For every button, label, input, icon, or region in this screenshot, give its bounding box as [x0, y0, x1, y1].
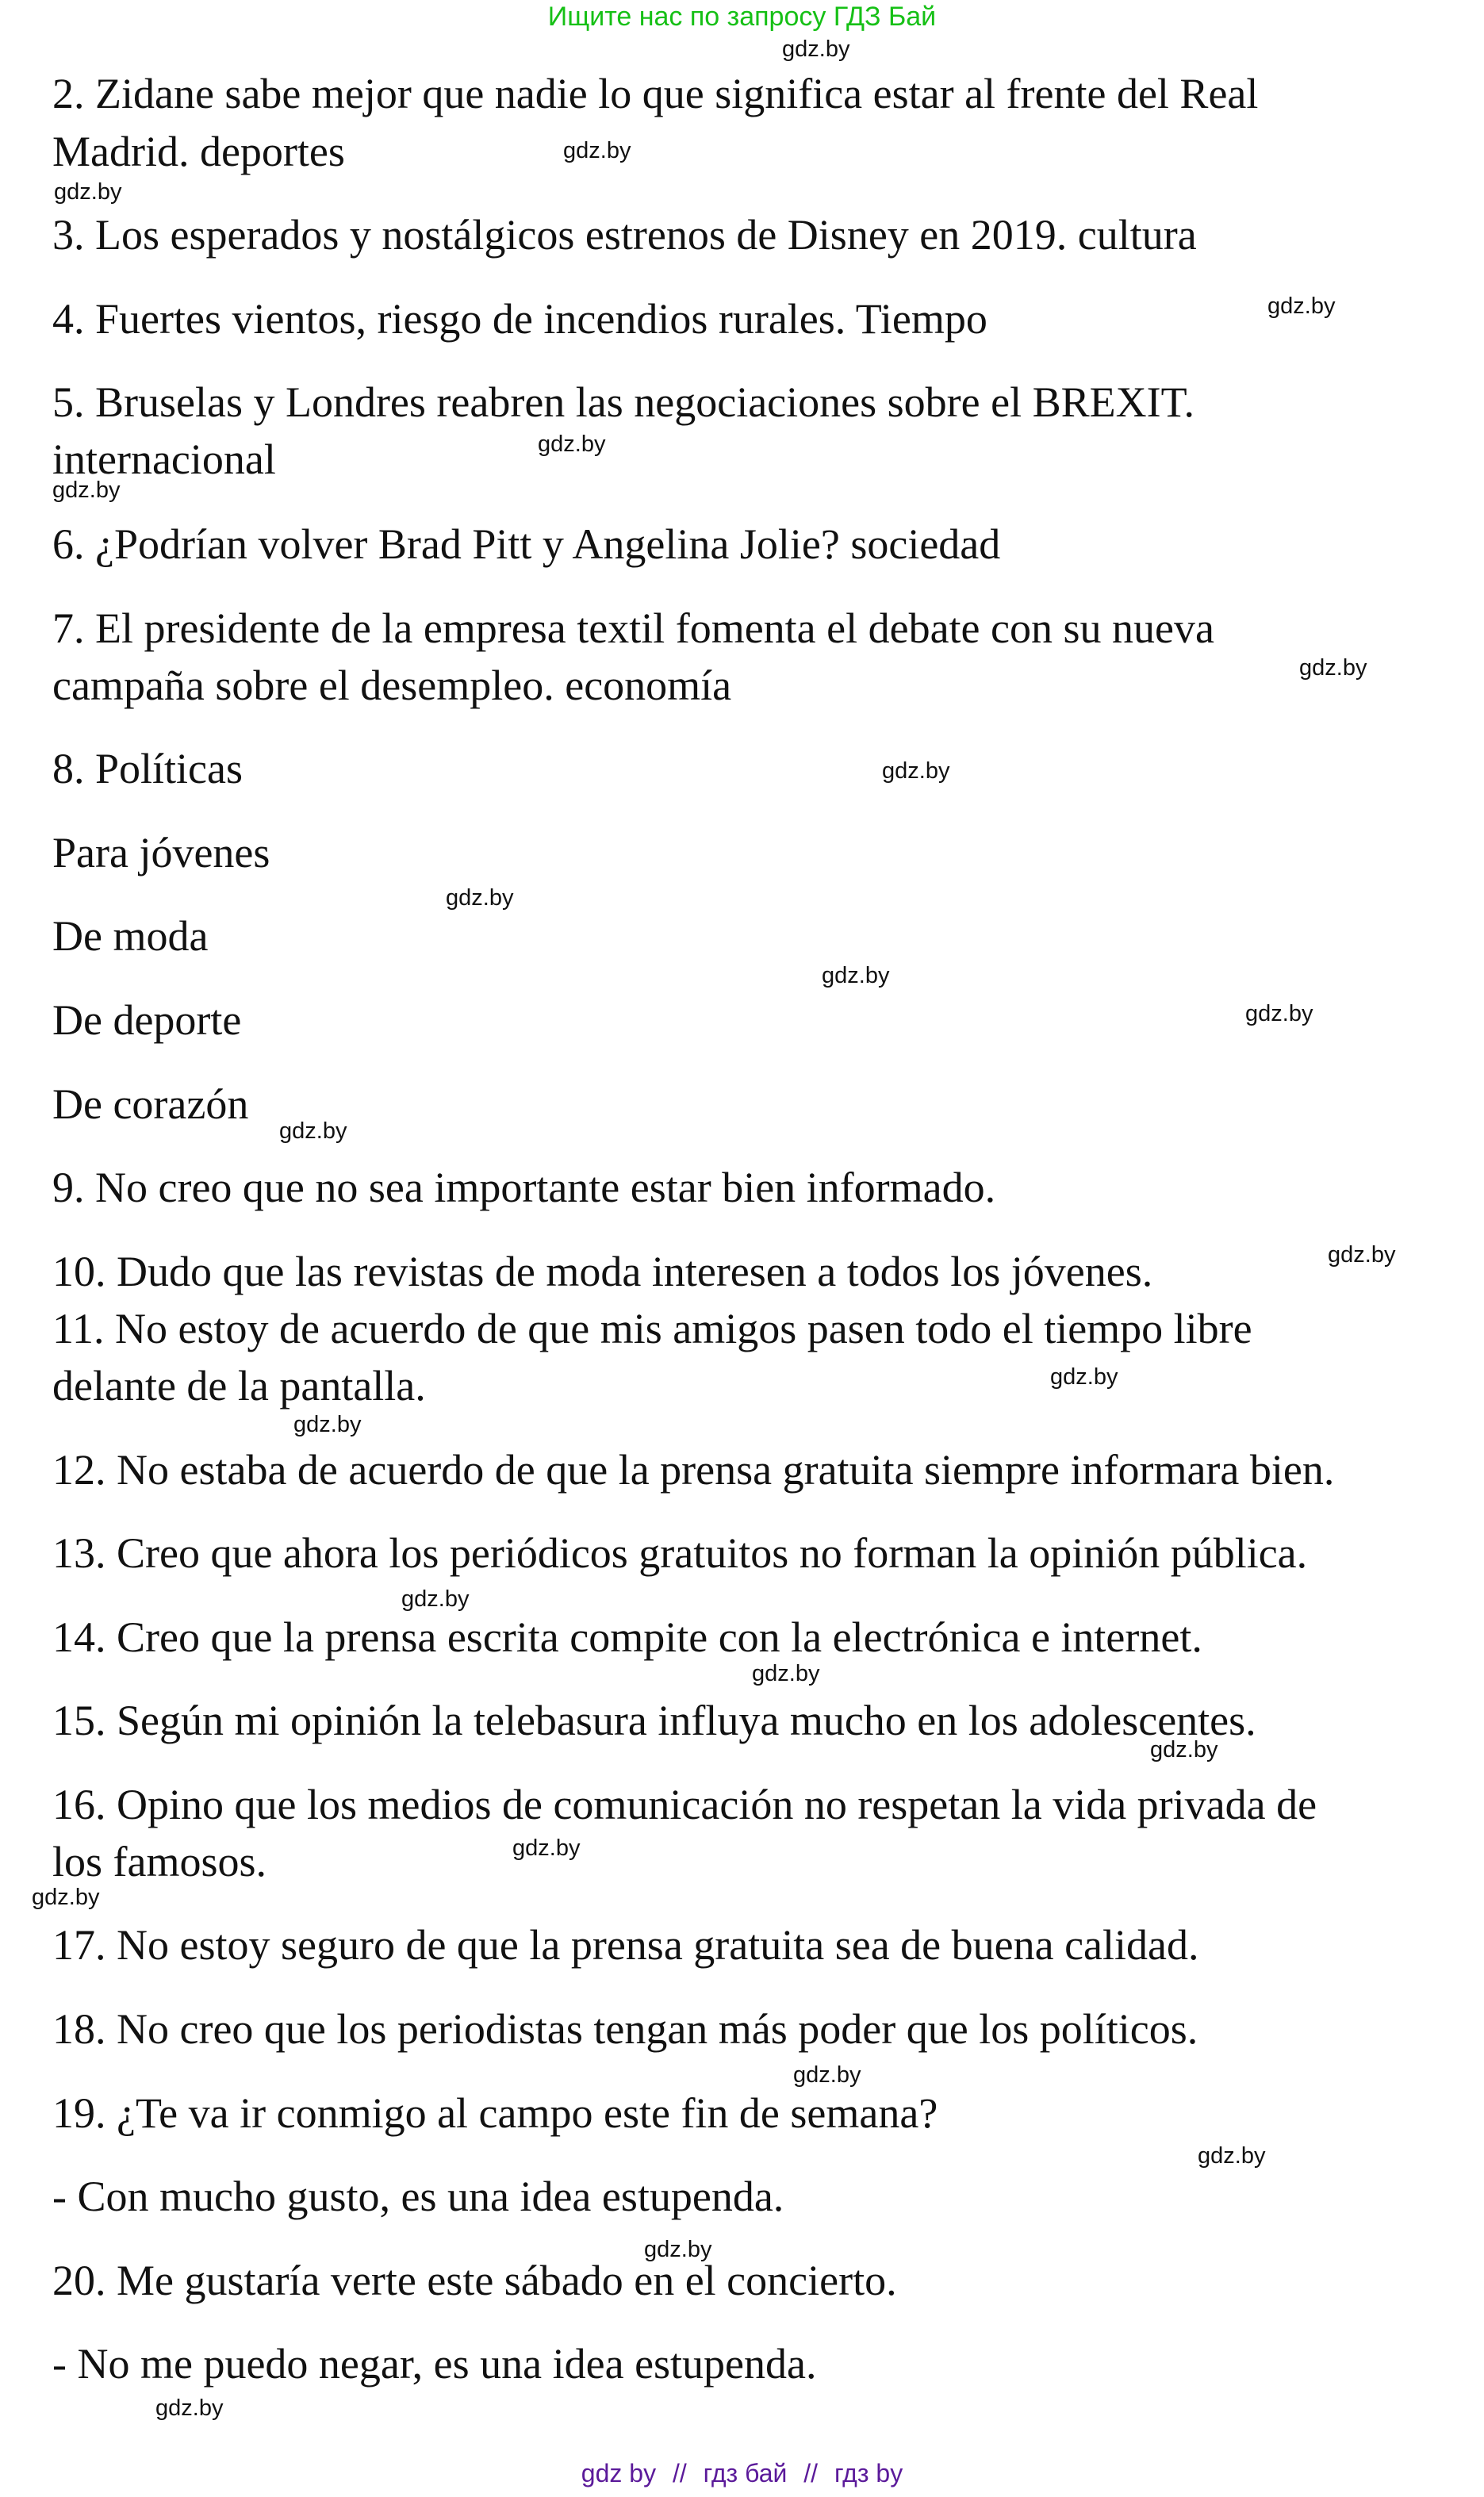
watermark: gdz.by [1245, 1001, 1313, 1026]
text-line-2: Madrid. deportes [52, 128, 345, 175]
watermark: gdz.by [752, 1661, 820, 1686]
text-line-3: 3. Los esperados y nostálgicos estrenos de Disney en 2019. cultura [52, 211, 1197, 259]
watermark: gdz.by [52, 478, 121, 503]
watermark: gdz.by [1050, 1364, 1118, 1390]
text-line-24: los famosos. [52, 1838, 267, 1885]
text-line-30: - No me puedo negar, es una idea estupenda. [52, 2340, 817, 2388]
watermark: gdz.by [1267, 293, 1336, 319]
watermark: gdz.by [644, 2237, 712, 2262]
footer-link-gdz-by[interactable]: gdz by [581, 2459, 657, 2487]
text-line-20: 13. Creo que ahora los periódicos gratuitos no forman la opinión pública. [52, 1529, 1308, 1577]
watermark: gdz.by [279, 1118, 347, 1144]
text-line-8: 7. El presidente de la empresa textil fomenta el debate con su nueva [52, 604, 1214, 652]
text-line-10: 8. Políticas [52, 745, 243, 792]
text-line-13: De deporte [52, 996, 242, 1044]
footer-link-gdz-bai[interactable]: гдз бай [703, 2459, 788, 2487]
watermark: gdz.by [401, 1586, 470, 1612]
watermark: gdz.by [155, 2395, 224, 2421]
footer-link-gdz-by-cyr[interactable]: гдз by [834, 2459, 903, 2487]
text-line-7: 6. ¿Podrían volver Brad Pitt y Angelina Jolie? sociedad [52, 520, 1001, 568]
text-line-23: 16. Opino que los medios de comunicación no respetan la vida privada de [52, 1781, 1317, 1828]
text-line-27: 19. ¿Te va ir conmigo al campo este fin de semana? [52, 2089, 938, 2137]
footer-links [0, 2459, 1484, 2488]
text-line-29: 20. Me gustaría verte este sábado en el concierto. [52, 2257, 897, 2304]
text-line-12: De moda [52, 912, 209, 960]
text-line-11: Para jóvenes [52, 829, 270, 876]
text-line-4: 4. Fuertes vientos, riesgo de incendios rurales. Tiempo [52, 295, 987, 343]
watermark: gdz.by [293, 1412, 362, 1437]
text-line-28: - Con mucho gusto, es una idea estupenda. [52, 2173, 784, 2220]
text-line-25: 17. No estoy seguro de que la prensa gratuita sea de buena calidad. [52, 1921, 1199, 1969]
watermark: gdz.by [822, 963, 890, 988]
text-line-14: De corazón [52, 1080, 249, 1128]
watermark: gdz.by [1299, 655, 1367, 681]
watermark: gdz.by [54, 179, 122, 205]
watermark: gdz.by [563, 138, 631, 163]
watermark: gdz.by [1328, 1242, 1396, 1268]
watermark: gdz.by [512, 1835, 581, 1861]
text-line-6: internacional [52, 435, 276, 483]
text-line-17: 11. No estoy de acuerdo de que mis amigos pasen todo el tiempo libre [52, 1305, 1252, 1352]
text-line-5: 5. Bruselas y Londres reabren las negociaciones sobre el BREXIT. [52, 378, 1195, 426]
text-line-21: 14. Creo que la prensa escrita compite con la electrónica e internet. [52, 1613, 1202, 1661]
watermark: gdz.by [882, 758, 950, 784]
watermark: gdz.by [1198, 2143, 1266, 2169]
footer-separator: // [803, 2459, 819, 2487]
text-line-1: 2. Zidane sabe mejor que nadie lo que significa estar al frente del Real [52, 70, 1259, 117]
text-line-18: delante de la pantalla. [52, 1362, 426, 1410]
text-line-16: 10. Dudo que las revistas de moda interesen a todos los jóvenes. [52, 1248, 1153, 1295]
watermark: gdz.by [1150, 1737, 1218, 1762]
text-line-9: campaña sobre el desempleo. economía [52, 662, 732, 709]
watermark: gdz.by [446, 885, 514, 911]
watermark: gdz.by [538, 432, 606, 457]
text-line-19: 12. No estaba de acuerdo de que la prensa gratuita siempre informara bien. [52, 1446, 1335, 1494]
watermark: gdz.by [32, 1885, 100, 1910]
text-line-22: 15. Según mi opinión la telebasura influya mucho en los adolescentes. [52, 1697, 1256, 1744]
text-line-15: 9. No creo que no sea importante estar bien informado. [52, 1164, 996, 1211]
watermark: gdz.by [782, 36, 850, 62]
header-search-link[interactable]: Ищите нас по запросу ГДЗ Бай [547, 2, 937, 32]
text-line-26: 18. No creo que los periodistas tengan más poder que los políticos. [52, 2005, 1198, 2053]
watermark: gdz.by [793, 2062, 861, 2088]
footer-separator: // [672, 2459, 687, 2487]
